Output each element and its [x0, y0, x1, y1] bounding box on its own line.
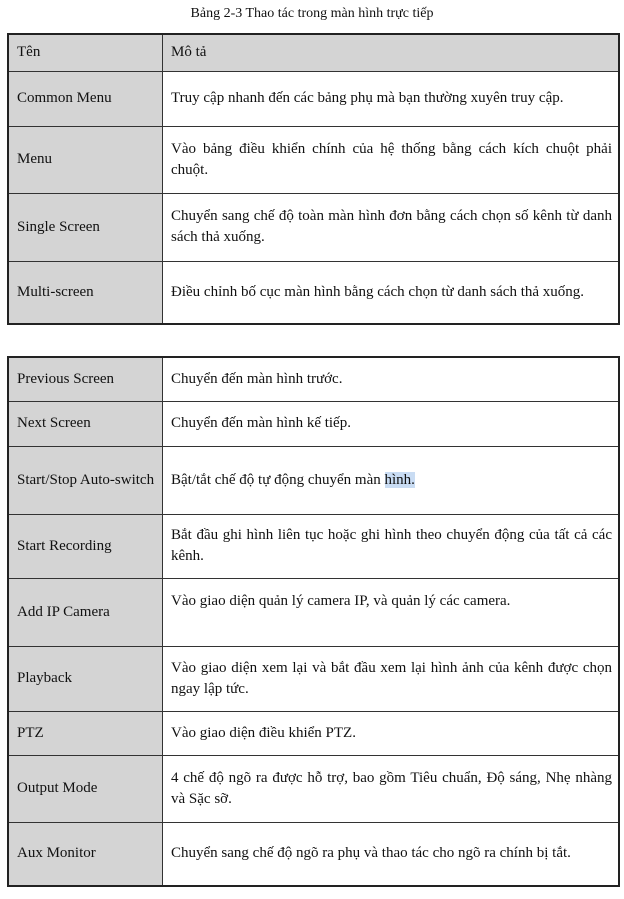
row-desc-cell: Vào bảng điều khiển chính của hệ thống bằng cách kích chuột phải chuột.	[163, 126, 620, 193]
live-view-operations-table-part-1	[7, 33, 620, 325]
header-name-cell: Tên	[8, 34, 163, 71]
row-desc-cell: Vào giao diện điều khiển PTZ.	[163, 711, 620, 755]
row-desc-cell: Vào giao diện xem lại và bắt đầu xem lại hình ảnh của kênh được chọn ngay lập tức.	[163, 646, 620, 711]
row-name-cell: Start/Stop Auto-switch	[8, 446, 163, 514]
row-desc-cell: Chuyển sang chế độ toàn màn hình đơn bằng cách chọn số kênh từ danh sách thả xuống.	[163, 193, 620, 261]
row-name-cell: Start Recording	[8, 514, 163, 578]
table-row	[8, 822, 619, 886]
table-caption: Bảng 2-3 Thao tác trong màn hình trực tiếp	[190, 6, 434, 21]
row-name-cell: Playback	[8, 646, 163, 711]
row-desc-cell: Vào giao diện quản lý camera IP, và quản lý các camera.	[163, 578, 620, 646]
row-desc-cell: Chuyển đến màn hình trước.	[163, 357, 620, 401]
row-name-cell: PTZ	[8, 711, 163, 755]
row-name-cell: Add IP Camera	[8, 578, 163, 646]
header-desc-cell: Mô tả	[163, 34, 620, 71]
row-desc-cell: Chuyển đến màn hình kế tiếp.	[163, 401, 620, 446]
row-name-cell: Next Screen	[8, 401, 163, 446]
desc-text: Bật/tắt chế độ tự động chuyển màn	[171, 471, 385, 488]
row-name-cell: Aux Monitor	[8, 822, 163, 886]
selected-text-highlight[interactable]: hình.	[384, 471, 415, 488]
table-row	[8, 71, 619, 126]
table-row	[8, 446, 619, 514]
table-row	[8, 755, 619, 822]
table-row	[8, 578, 619, 646]
table-header-row	[8, 34, 619, 71]
table-row	[8, 357, 619, 401]
table-row	[8, 126, 619, 193]
row-desc-cell: Chuyển sang chế độ ngõ ra phụ và thao tác cho ngõ ra chính bị tắt.	[163, 822, 620, 886]
table-row	[8, 514, 619, 578]
table-row	[8, 193, 619, 261]
row-desc-cell: Bắt đầu ghi hình liên tục hoặc ghi hình theo chuyển động của tất cả các kênh.	[163, 514, 620, 578]
live-view-operations-table-part-2	[7, 356, 620, 887]
row-desc-cell: 4 chế độ ngõ ra được hỗ trợ, bao gồm Tiêu chuẩn, Độ sáng, Nhẹ nhàng và Sặc sỡ.	[163, 755, 620, 822]
row-desc-cell: Điều chỉnh bố cục màn hình bằng cách chọn từ danh sách thả xuống.	[163, 261, 620, 324]
row-desc-cell	[163, 446, 620, 514]
row-name-cell: Single Screen	[8, 193, 163, 261]
row-name-cell: Common Menu	[8, 71, 163, 126]
table-row	[8, 646, 619, 711]
table-row	[8, 401, 619, 446]
row-name-cell: Menu	[8, 126, 163, 193]
row-name-cell: Output Mode	[8, 755, 163, 822]
row-name-cell: Previous Screen	[8, 357, 163, 401]
table-row	[8, 261, 619, 324]
table-row	[8, 711, 619, 755]
row-desc-cell: Truy cập nhanh đến các bảng phụ mà bạn thường xuyên truy cập.	[163, 71, 620, 126]
row-name-cell: Multi-screen	[8, 261, 163, 324]
